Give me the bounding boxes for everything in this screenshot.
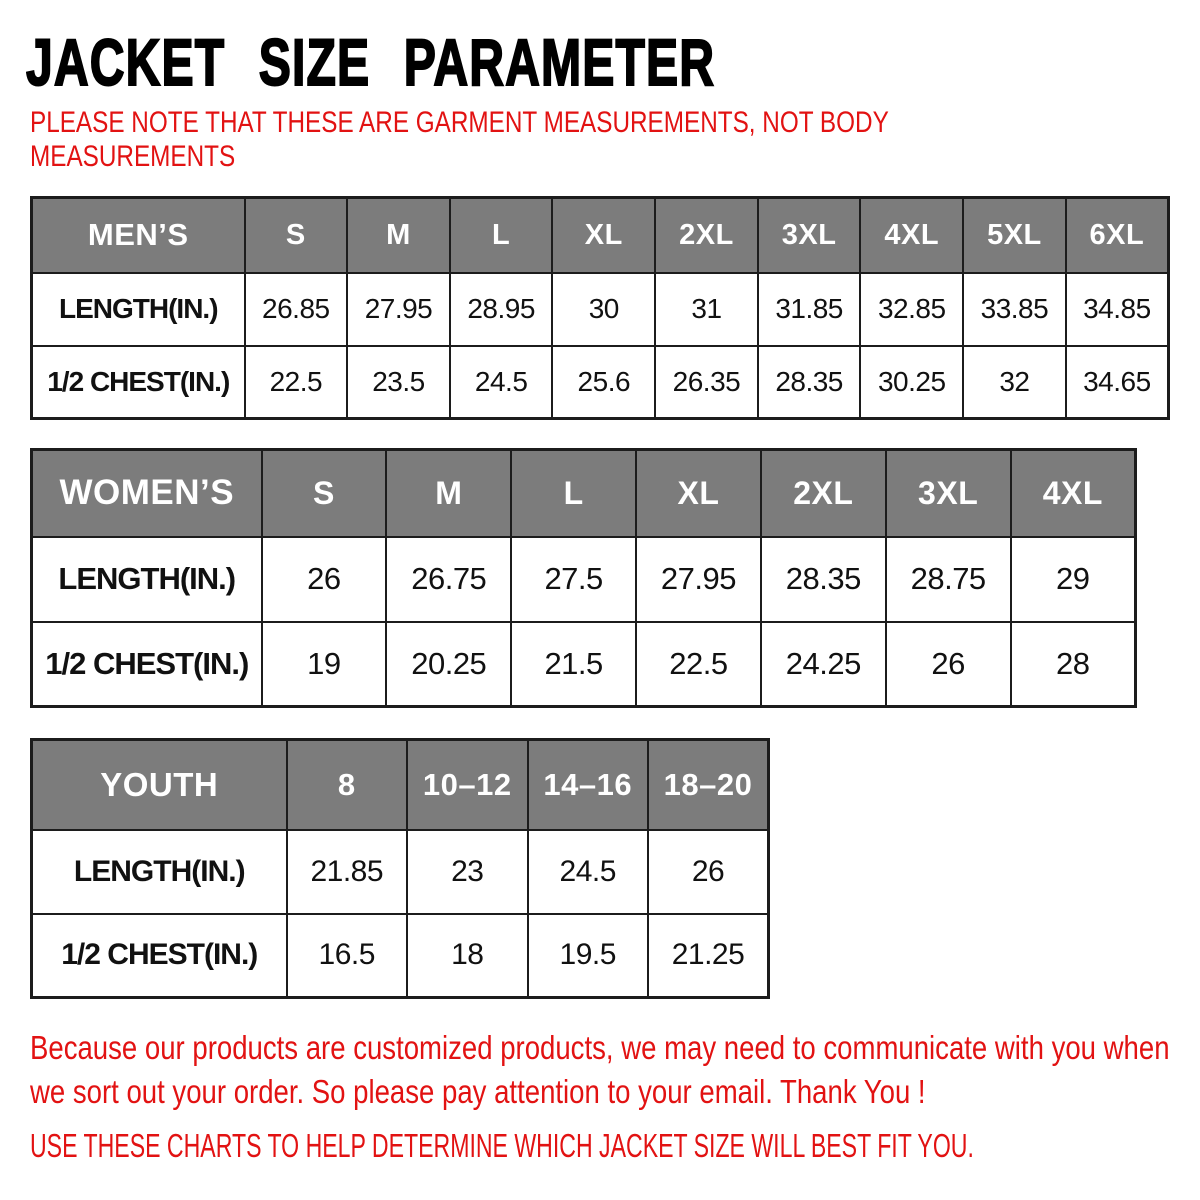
size-col-header: 8: [287, 740, 408, 830]
value-cell: 26: [262, 537, 387, 622]
value-cell: 22.5: [245, 346, 348, 419]
size-col-header: 2XL: [655, 198, 758, 273]
size-col-header: 18–20: [648, 740, 769, 830]
table-row: [32, 346, 1169, 419]
value-cell: 33.85: [963, 273, 1066, 346]
size-col-header: XL: [552, 198, 655, 273]
size-col-header: L: [450, 198, 553, 273]
value-cell: 29: [1011, 537, 1136, 622]
size-col-header: 6XL: [1066, 198, 1169, 273]
size-col-header: 5XL: [963, 198, 1066, 273]
row-label: LENGTH(IN.): [32, 830, 287, 914]
size-col-header: L: [511, 450, 636, 537]
value-cell: 31: [655, 273, 758, 346]
size-col-header: 3XL: [886, 450, 1011, 537]
youth-size-table: [30, 738, 770, 999]
row-label: 1/2 CHEST(IN.): [32, 914, 287, 998]
size-col-header: 2XL: [761, 450, 886, 537]
table-row: [32, 450, 1136, 537]
row-label: 1/2 CHEST(IN.): [32, 622, 262, 707]
value-cell: 23: [407, 830, 528, 914]
value-cell: 21.25: [648, 914, 769, 998]
womens-size-table: [30, 448, 1137, 708]
value-cell: 24.5: [450, 346, 553, 419]
value-cell: 34.85: [1066, 273, 1169, 346]
value-cell: 31.85: [758, 273, 861, 346]
value-cell: 26: [648, 830, 769, 914]
value-cell: 32.85: [860, 273, 963, 346]
value-cell: 21.85: [287, 830, 408, 914]
value-cell: 20.25: [386, 622, 511, 707]
table-row: [32, 273, 1169, 346]
value-cell: 28.95: [450, 273, 553, 346]
mens-size-table: [30, 196, 1170, 420]
row-label: LENGTH(IN.): [32, 537, 262, 622]
value-cell: 16.5: [287, 914, 408, 998]
youth-table-title: YOUTH: [32, 740, 287, 830]
size-col-header: XL: [636, 450, 761, 537]
womens-table-title: WOMEN’S: [32, 450, 262, 537]
size-col-header: M: [386, 450, 511, 537]
value-cell: 25.6: [552, 346, 655, 419]
value-cell: 28.35: [758, 346, 861, 419]
fit-advice-line: USE THESE CHARTS TO HELP DETERMINE WHICH JACKET SIZE WILL BEST FIT YOU.: [30, 1127, 974, 1164]
value-cell: 19.5: [528, 914, 649, 998]
value-cell: 27.95: [347, 273, 450, 346]
value-cell: 26.35: [655, 346, 758, 419]
mens-table-title: MEN’S: [32, 198, 245, 273]
row-label: 1/2 CHEST(IN.): [32, 346, 245, 419]
value-cell: 27.5: [511, 537, 636, 622]
value-cell: 32: [963, 346, 1066, 419]
value-cell: 34.65: [1066, 346, 1169, 419]
size-col-header: S: [245, 198, 348, 273]
table-row: [32, 537, 1136, 622]
table-row: [32, 198, 1169, 273]
size-col-header: M: [347, 198, 450, 273]
garment-measurement-note: PLEASE NOTE THAT THESE ARE GARMENT MEASUREMENTS, NOT BODY MEASUREMENTS: [30, 106, 889, 173]
value-cell: 26.85: [245, 273, 348, 346]
value-cell: 30.25: [860, 346, 963, 419]
value-cell: 18: [407, 914, 528, 998]
size-col-header: 4XL: [860, 198, 963, 273]
value-cell: 24.25: [761, 622, 886, 707]
value-cell: 21.5: [511, 622, 636, 707]
size-col-header: 4XL: [1011, 450, 1136, 537]
table-row: [32, 622, 1136, 707]
table-row: [32, 740, 769, 830]
value-cell: 28: [1011, 622, 1136, 707]
size-col-header: 14–16: [528, 740, 649, 830]
value-cell: 27.95: [636, 537, 761, 622]
value-cell: 26.75: [386, 537, 511, 622]
table-row: [32, 914, 769, 998]
value-cell: 24.5: [528, 830, 649, 914]
value-cell: 19: [262, 622, 387, 707]
table-row: [32, 830, 769, 914]
value-cell: 26: [886, 622, 1011, 707]
size-col-header: S: [262, 450, 387, 537]
value-cell: 28.35: [761, 537, 886, 622]
value-cell: 30: [552, 273, 655, 346]
page-title: JACKET SIZE PARAMETER: [26, 25, 716, 99]
value-cell: 28.75: [886, 537, 1011, 622]
value-cell: 23.5: [347, 346, 450, 419]
value-cell: 22.5: [636, 622, 761, 707]
size-col-header: 3XL: [758, 198, 861, 273]
row-label: LENGTH(IN.): [32, 273, 245, 346]
customization-notice: Because our products are customized products, we may need to communicate with you when we sort out your order. So please pay attention to your email. Thank You !: [30, 1029, 1170, 1110]
size-col-header: 10–12: [407, 740, 528, 830]
